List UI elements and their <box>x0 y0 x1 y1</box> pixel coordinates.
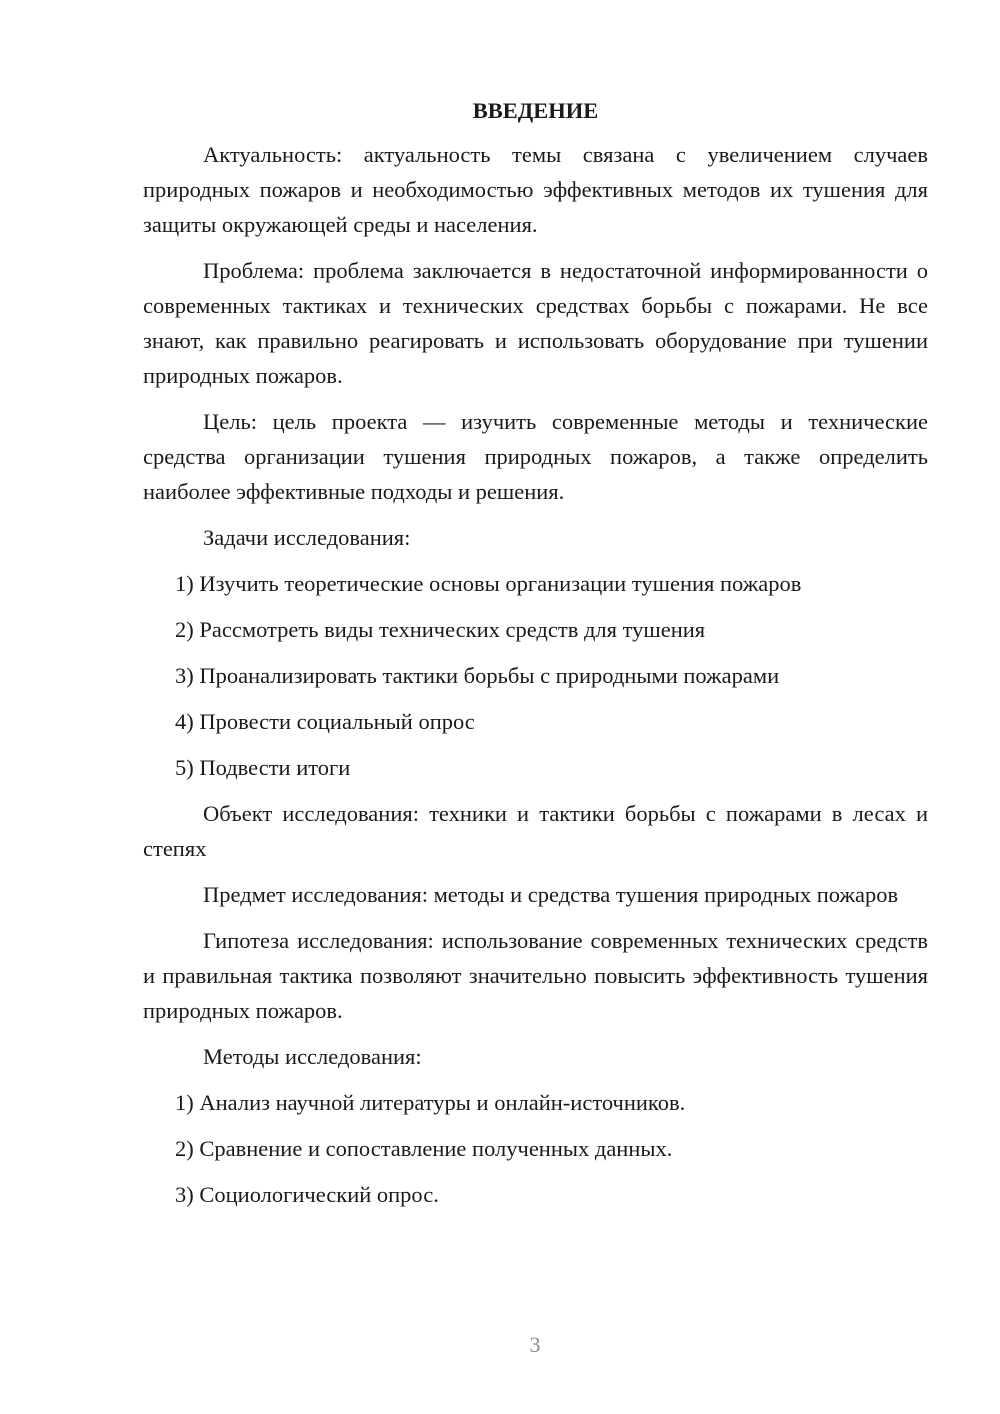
method-item: 3) Социологический опрос. <box>175 1182 439 1207</box>
task-item: 4) Провести социальный опрос <box>175 709 475 734</box>
object-paragraph: Объект исследования: техники и тактики борьбы с пожарами в лесах и степях <box>143 801 928 861</box>
methods-heading: Методы исследования: <box>203 1044 422 1069</box>
tasks-list <box>143 566 928 785</box>
method-item: 2) Сравнение и сопоставление полученных данных. <box>175 1136 673 1161</box>
task-item: 1) Изучить теоретические основы организации тушения пожаров <box>175 571 802 596</box>
hypothesis-paragraph: Гипотеза исследования: использование современных технических средств и правильная тактика позволяют значительно повысить эффективность тушения природных пожаров. <box>143 928 928 1023</box>
task-item: 5) Подвести итоги <box>175 755 351 780</box>
task-item: 2) Рассмотреть виды технических средств для тушения <box>175 617 706 642</box>
subject-paragraph: Предмет исследования: методы и средства тушения природных пожаров <box>203 882 899 907</box>
methods-list <box>143 1085 928 1212</box>
section-title: ВВЕДЕНИЕ <box>472 98 599 123</box>
page-content <box>143 93 928 1223</box>
problem-paragraph: Проблема: проблема заключается в недостаточной информированности о современных тактиках и технических средствах борьбы с пожарами. Не все знают, как правильно реагировать и использовать оборудование при тушении природных пожаров. <box>143 258 928 388</box>
method-item: 1) Анализ научной литературы и онлайн-источников. <box>175 1090 686 1115</box>
task-item: 3) Проанализировать тактики борьбы с природными пожарами <box>175 663 780 688</box>
goal-paragraph: Цель: цель проекта — изучить современные методы и технические средства организации тушения природных пожаров, а также определить наиболее эффективные подходы и решения. <box>143 409 928 504</box>
page-number: 3 <box>529 1332 541 1357</box>
relevance-paragraph: Актуальность: актуальность темы связана с увеличением случаев природных пожаров и необходимостью эффективных методов их тушения для защиты окружающей среды и населения. <box>143 142 928 237</box>
tasks-heading: Задачи исследования: <box>203 525 411 550</box>
